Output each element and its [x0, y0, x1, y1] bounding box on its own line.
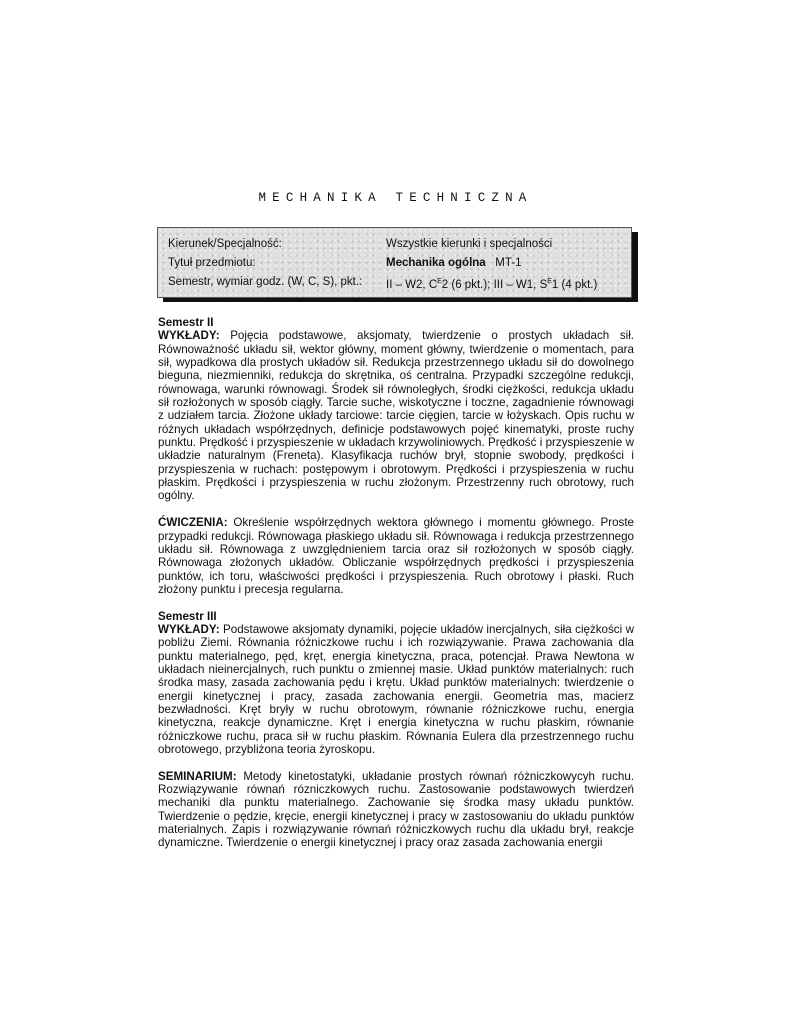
section-label: ĆWICZENIA: — [158, 516, 228, 530]
section-text: Podstawowe aksjomaty dynamiki, pojęcie układów inercjalnych, siła ciężkości w pobliżu Ziemi. Równania różniczkowe ruchu i ich rozwiązywanie. Prawa zachowania dla punktu materialnego, pęd, kręt, energia kinetyczna, praca, potencjał. Prawa Newtona w układach nieinercjalnych, ruch punktu o zmiennej masie. Układ punktów materialnych: ruch środka masy, zasada zachowania pędu i krętu. Układ punktów materialnych: twierdzenie o energii kinetycznej i pracy, zasada zachowania energii. Geometria mas, macierz bezwładności. Kręt bryły w ruchu obrotowym, równanie różniczkowe ruchu, energia kinetyczna, reakcje dynamiczne. Kręt i energia kinetyczna w ruchu płaskim, równanie różniczkowe ruchu, praca sił w ruchu płaskim. Równania Eulera dla przestrzennego ruchu obrotowego, przybliżona teoria żyroskopu. — [158, 622, 634, 756]
info-row-tytul — [168, 254, 625, 272]
semester-heading: Semestr III — [158, 609, 217, 623]
semester-heading: Semestr II — [158, 316, 214, 329]
section-text: Pojęcia podstawowe, aksjomaty, twierdzenie o prostych układach sił. Równoważność układu sił, wektor główny, moment główny, twierdzenie o momentach, para sił, wypadkowa dla prostych układów sił. Redukcja przestrzennego układu sił do dowolnego bieguna, niezmienniki, redukcja do skrętnika, oś centralna. Przypadki szczególne redukcji, równowaga, warunki równowagi. Środek sił równoległych, środki ciężkości, redukcja układu sił rozłożonych w sposób ciągły. Tarcie suche, wiskotyczne i toczne, zagadnienie równowagi z udziałem tarcia. Złożone układy tarciowe: tarcie cięgien, tarcie w łożyskach. Opis ruchu w różnych układach współrzędnych, definicje podstawowych pojęć kinematyki, proste ruchy punktu. Prędkość i przyspieszenie w układach krzywoliniowych. Prędkość i przyspieszenie w układzie naturalnym (Freneta). Klasyfikacja ruchów brył, stopnie swobody, prędkości i przyspieszenia w ruchach: postępowym i obrotowym. Prędkości i przyspieszenia w ruchu płaskim. Prędkości i przyspieszenia w ruchu złożonym. Przestrzenny ruch obrotowy, ruch ogólny. — [158, 329, 634, 503]
info-value — [386, 273, 597, 294]
section-label: WYKŁADY: — [158, 622, 220, 636]
hours-part: 1 (4 pkt.) — [551, 279, 598, 291]
info-row-semestr — [168, 273, 625, 291]
page-title: MECHANIKA TECHNICZNA — [258, 191, 533, 205]
info-box — [157, 227, 632, 298]
syllabus-content — [158, 316, 634, 850]
info-label: Kierunek/Specjalność: — [168, 238, 282, 250]
seminar-paragraph — [158, 770, 634, 850]
section-label: SEMINARIUM: — [158, 769, 237, 783]
lectures-paragraph — [158, 329, 634, 502]
exam-mark: E — [437, 278, 442, 285]
info-value — [386, 254, 521, 272]
section-label: WYKŁADY: — [158, 329, 220, 343]
info-label: Tytuł przedmiotu: — [168, 257, 256, 269]
hours-part: II – W2, C — [386, 279, 438, 291]
course-name: Mechanika ogólna — [386, 257, 486, 269]
info-row-kierunek — [168, 235, 625, 253]
info-value: Wszystkie kierunki i specjalności — [386, 238, 553, 250]
section-text: Określenie współrzędnych wektora głównego i momentu głównego. Proste przypadki redukcji. Równowaga płaskiego układu sił. Równowaga i redukcja przestrzennego układu sił. Równowaga z uwzględnieniem tarcia oraz sił rozłożonych w sposób ciągły. Równowaga złożonych układów. Obliczanie współrzędnych prędkości i przyspieszenia punktów, ich toru, właściwości prędkości i przyspieszenia. Ruch obrotowy i płaski. Ruch złożony punktu i precesja regularna. — [158, 516, 634, 596]
hours-part: 2 (6 pkt.); III – W1, S — [441, 279, 548, 291]
section-text: Metody kinetostatyki, układanie prostych równań różniczkowycyh ruchu. Rozwiązywanie równań rózniczkowych ruchu. Zastosowanie podstawowych twierdzeń mechaniki dla punktu materialnego. Zachowanie się środka masy układu punktów. Twierdzenie o pędzie, kręcie, energii kinetycznej i pracy w zastosowaniu do układu punktów materialnych. Zapis i rozwiązywanie równań różniczkowych ruchu dla układu brył, reakcje dynamiczne. Twierdzenie o energii kinetycznej i pracy oraz zasada zachowania energii — [158, 769, 634, 850]
course-code: MT-1 — [495, 257, 522, 269]
exercises-paragraph — [158, 516, 634, 596]
exam-mark: E — [547, 278, 552, 285]
lectures-paragraph — [158, 623, 634, 756]
info-label: Semestr, wymiar godz. (W, C, S), pkt.: — [168, 276, 363, 288]
